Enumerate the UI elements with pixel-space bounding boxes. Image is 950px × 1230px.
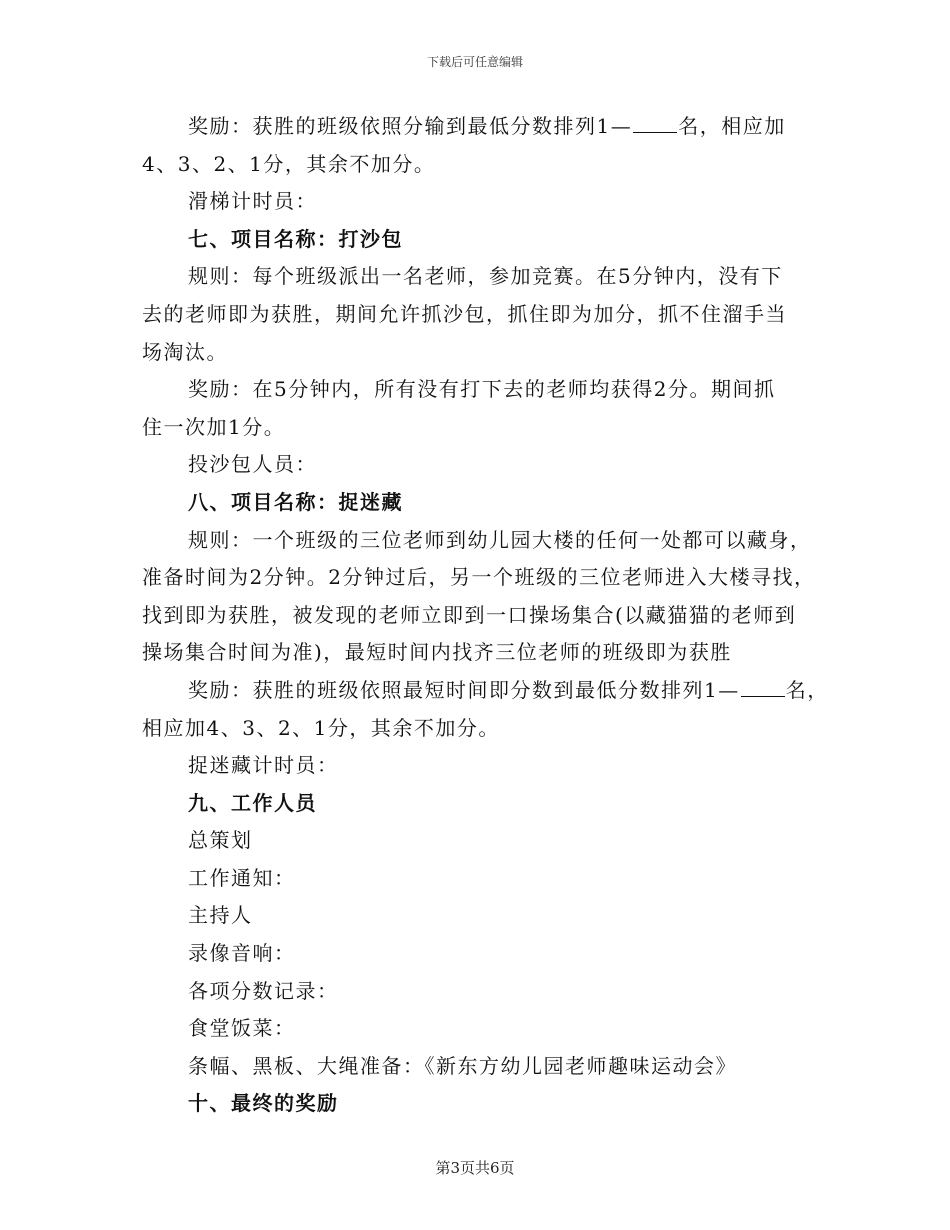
paragraph-line: 相应加4、3、2、1分，其余不加分。	[142, 715, 500, 740]
reward-text: 奖励：获胜的班级依照最短时间即分数到最低分数排列1—	[188, 677, 740, 702]
paragraph-line: 住一次加1分。	[142, 414, 286, 439]
section-heading: 七、项目名称：打沙包	[188, 226, 403, 251]
paragraph-line: 操场集合时间为准)，最短时间内找齐三位老师的班级即为获胜	[142, 640, 732, 665]
reward-line	[142, 672, 829, 710]
document-body	[142, 108, 829, 1123]
paragraph-line: 4、3、2、1分，其余不加分。	[142, 151, 436, 176]
staff-item: 条幅、黑板、大绳准备：《新东方幼儿园老师趣味运动会》	[188, 1053, 737, 1078]
paragraph-line: 滑梯计时员：	[188, 189, 317, 214]
reward-line	[142, 108, 802, 146]
section-heading: 十、最终的奖励	[188, 1091, 339, 1116]
staff-item: 工作通知：	[188, 865, 296, 890]
staff-item: 主持人	[188, 903, 253, 928]
fill-blank	[633, 114, 677, 133]
staff-item: 录像音响：	[188, 941, 296, 966]
paragraph-line: 场淘汰。	[142, 339, 228, 364]
paragraph-line: 奖励：在5分钟内，所有没有打下去的老师均获得2分。期间抓	[188, 377, 776, 402]
paragraph-line: 准备时间为2分钟。2分钟过后，另一个班级的三位老师进入大楼寻找，	[142, 565, 816, 590]
staff-item: 各项分数记录：	[188, 978, 339, 1003]
staff-item: 总策划	[188, 828, 253, 853]
paragraph-line: 规则：每个班级派出一名老师，参加竞赛。在5分钟内，没有下	[188, 264, 783, 289]
paragraph-line: 投沙包人员：	[188, 452, 317, 477]
paragraph-line: 捉迷藏计时员：	[188, 753, 339, 778]
reward-text: 奖励：获胜的班级依照分输到最低分数排列1—	[188, 114, 633, 138]
paragraph-line: 去的老师即为获胜，期间允许抓沙包，抓住即为加分，抓不住溜手当	[142, 301, 787, 326]
fill-blank	[741, 678, 785, 697]
reward-text: 名，相应加	[678, 114, 786, 138]
page-number: 第3页共6页	[435, 1159, 515, 1177]
section-heading: 八、项目名称：捉迷藏	[188, 489, 403, 514]
staff-item: 食堂饭菜：	[188, 1016, 296, 1041]
paragraph-line: 找到即为获胜，被发现的老师立即到一口操场集合(以藏猫猫的老师到	[142, 602, 797, 627]
reward-text: 名，	[785, 677, 829, 702]
paragraph-line: 规则：一个班级的三位老师到幼儿园大楼的任何一处都可以藏身，	[188, 527, 812, 552]
page-header-note: 下载后可任意编辑	[426, 55, 523, 69]
section-heading: 九、工作人员	[188, 790, 317, 815]
